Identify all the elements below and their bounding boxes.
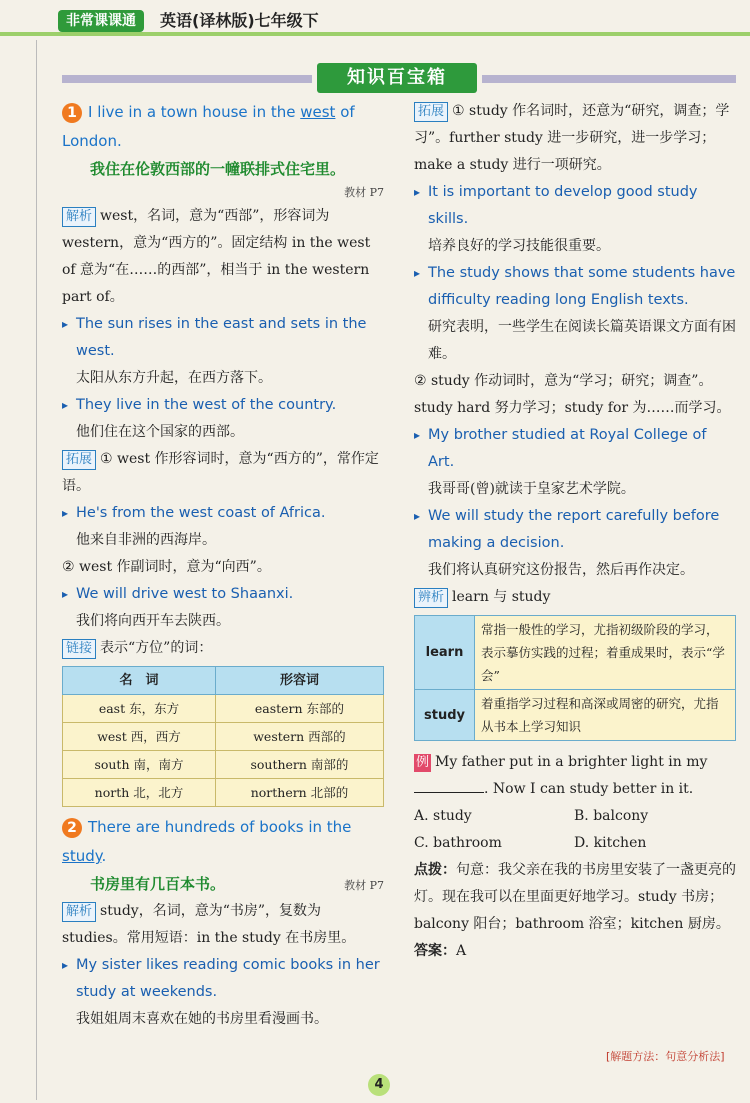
option-a: A. study (414, 808, 472, 824)
item1-example3: ▸ He's from the west coast of Africa. (62, 500, 384, 527)
item1-example2-zh: 他们住在这个国家的西部。 (76, 424, 244, 440)
right-example4-zh: 我们将认真研究这份报告，然后再作决定。 (428, 562, 694, 578)
item1-link-text: 表示“方位”的词： (100, 640, 213, 656)
item2-example1: ▸ My sister likes reading comic books in her study at weekends. (62, 952, 384, 1006)
link-tag: 链接 (62, 639, 96, 659)
item2-analysis (62, 898, 384, 952)
compare-tag: 辨析 (414, 588, 448, 608)
left-column (62, 98, 384, 1033)
option-c: C. bathroom (414, 835, 502, 851)
compare-table (414, 615, 736, 741)
table-cell: southern 南部的 (215, 751, 383, 779)
table-header-noun: 名 词 (63, 667, 216, 695)
item2-sentence-post: . (101, 847, 107, 865)
table-row (63, 751, 384, 779)
table-cell: south 南，南方 (63, 751, 216, 779)
item2-analysis-text: study，名词，意为“书房”，复数为 studies。常用短语：in the study 在书房里。 (62, 903, 356, 946)
right-extend2: ② study 作动词时，意为“学习；研究；调查”。study hard 努力学习；study for 为……而学习。 (414, 373, 731, 416)
compare-heading (414, 584, 736, 611)
answer (414, 938, 736, 965)
right-column (414, 98, 736, 965)
compare-key: study (415, 690, 475, 741)
example-question (414, 749, 736, 803)
item1-number: 1 (62, 103, 82, 123)
extend-tag: 拓展 (62, 450, 96, 470)
right-example2-zh: 研究表明，一些学生在阅读长篇英语课文方面有困难。 (428, 319, 736, 362)
right-example3-zh: 我哥哥(曾)就读于皇家艺术学院。 (428, 481, 635, 497)
item1-sentence-post: of London. (62, 103, 355, 150)
tip-label: 点拨： (414, 862, 456, 878)
table-row (63, 695, 384, 723)
right-extend1-text: ① study 作名词时，还意为“研究，调查；学习”。further study 进一步研究，进一步学习；make a study 进行一项研究。 (414, 103, 730, 173)
item2-number: 2 (62, 818, 82, 838)
method-note: [解题方法：句意分析法] (606, 1050, 725, 1063)
option-b: B. balcony (574, 808, 649, 824)
right-example1: ▸ It is important to develop good study skills. (414, 179, 736, 233)
item1-source: 教材 P7 (344, 186, 384, 199)
item1-example2: ▸ They live in the west of the country. (62, 392, 384, 419)
options (414, 803, 736, 857)
item1-example1: ▸ The sun rises in the east and sets in the west. (62, 311, 384, 365)
item2-translation-row (62, 871, 384, 898)
item1-extend2: ② west 作副词时，意为“向西”。 (62, 559, 271, 575)
item1-sentence (62, 98, 384, 156)
compare-text: 着重指学习过程和高深或周密的研究，尤指从书本上学习知识 (475, 690, 736, 741)
table-row (415, 690, 736, 741)
right-example1-zh: 培养良好的学习技能很重要。 (428, 238, 610, 254)
right-example2: ▸ The study shows that some students have difficulty reading long English texts. (414, 260, 736, 314)
item1-extend1-text: ① west 作形容词时，意为“西方的”，常作定语。 (62, 451, 379, 494)
item1-translation: 我住在伦敦西部的一幢联排式住宅里。 (90, 160, 346, 178)
header-line-left (62, 75, 312, 83)
right-extend1 (414, 98, 736, 179)
answer-blank (414, 777, 484, 793)
example-pre: My father put in a brighter light in my (435, 754, 708, 770)
item2-example1-zh: 我姐姐周末喜欢在她的书房里看漫画书。 (76, 1011, 328, 1027)
section-title: 知识百宝箱 (317, 63, 477, 93)
item1-sentence-pre: I live in a town house in the (88, 103, 301, 121)
top-bar (0, 0, 750, 40)
series-badge: 非常课课通 (58, 10, 144, 32)
item2-source: 教材 P7 (344, 879, 384, 892)
option-d: D. kitchen (574, 835, 647, 851)
table-cell: east 东，东方 (63, 695, 216, 723)
tip-text: 句意：我父亲在我的书房里安装了一盏更亮的灯。现在我可以在里面更好地学习。study 书房；balcony 阳台；bathroom 浴室；kitchen 厨房。 (414, 862, 736, 932)
analysis-tag: 解析 (62, 902, 96, 922)
header-line-right (482, 75, 736, 83)
compare-text: 常指一般性的学习，尤指初级阶段的学习，表示摹仿实践的过程；着重成果时，表示“学会” (475, 616, 736, 690)
item1-analysis-text: west，名词，意为“西部”，形容词为 western，意为“西方的”。固定结构 in the west of 意为“在……的西部”，相当于 in the western part of。 (62, 208, 371, 305)
item1-example4-zh: 我们将向西开车去陕西。 (76, 613, 230, 629)
item1-analysis (62, 203, 384, 311)
table-row (63, 723, 384, 751)
example-tag: 例 (416, 755, 430, 770)
item1-example1-zh: 太阳从东方升起，在西方落下。 (76, 370, 272, 386)
table-cell: west 西，西方 (63, 723, 216, 751)
table-cell: north 北，北方 (63, 779, 216, 807)
example-post: . Now I can study better in it. (484, 781, 694, 797)
extend-tag: 拓展 (414, 102, 448, 122)
top-stripe (0, 32, 750, 36)
table-header-adj: 形容词 (215, 667, 383, 695)
table-cell: western 西部的 (215, 723, 383, 751)
direction-table (62, 666, 384, 807)
item1-example4: ▸ We will drive west to Shaanxi. (62, 581, 384, 608)
page-number: 4 (368, 1074, 390, 1096)
tip (414, 857, 736, 938)
item1-link (62, 635, 384, 662)
analysis-tag: 解析 (62, 207, 96, 227)
compare-title: learn 与 study (452, 589, 551, 605)
answer-value: A (456, 943, 467, 959)
book-title: 英语(译林版)七年级下 (160, 11, 319, 30)
item2-sentence-pre: There are hundreds of books in the (88, 818, 352, 836)
item1-example3-zh: 他来自非洲的西海岸。 (76, 532, 216, 548)
table-row (63, 779, 384, 807)
right-example3: ▸ My brother studied at Royal College of Art. (414, 422, 736, 476)
page-border (36, 40, 37, 1100)
table-row (415, 616, 736, 690)
answer-label: 答案： (414, 943, 456, 959)
table-cell: eastern 东部的 (215, 695, 383, 723)
item2-sentence (62, 813, 384, 871)
item2-translation: 书房里有几百本书。 (90, 875, 226, 893)
item1-extend1 (62, 446, 384, 500)
compare-key: learn (415, 616, 475, 690)
item1-key-word: west (300, 103, 336, 121)
item2-key-word: study (62, 847, 102, 865)
right-example4: ▸ We will study the report carefully before making a decision. (414, 503, 736, 557)
table-cell: northern 北部的 (215, 779, 383, 807)
